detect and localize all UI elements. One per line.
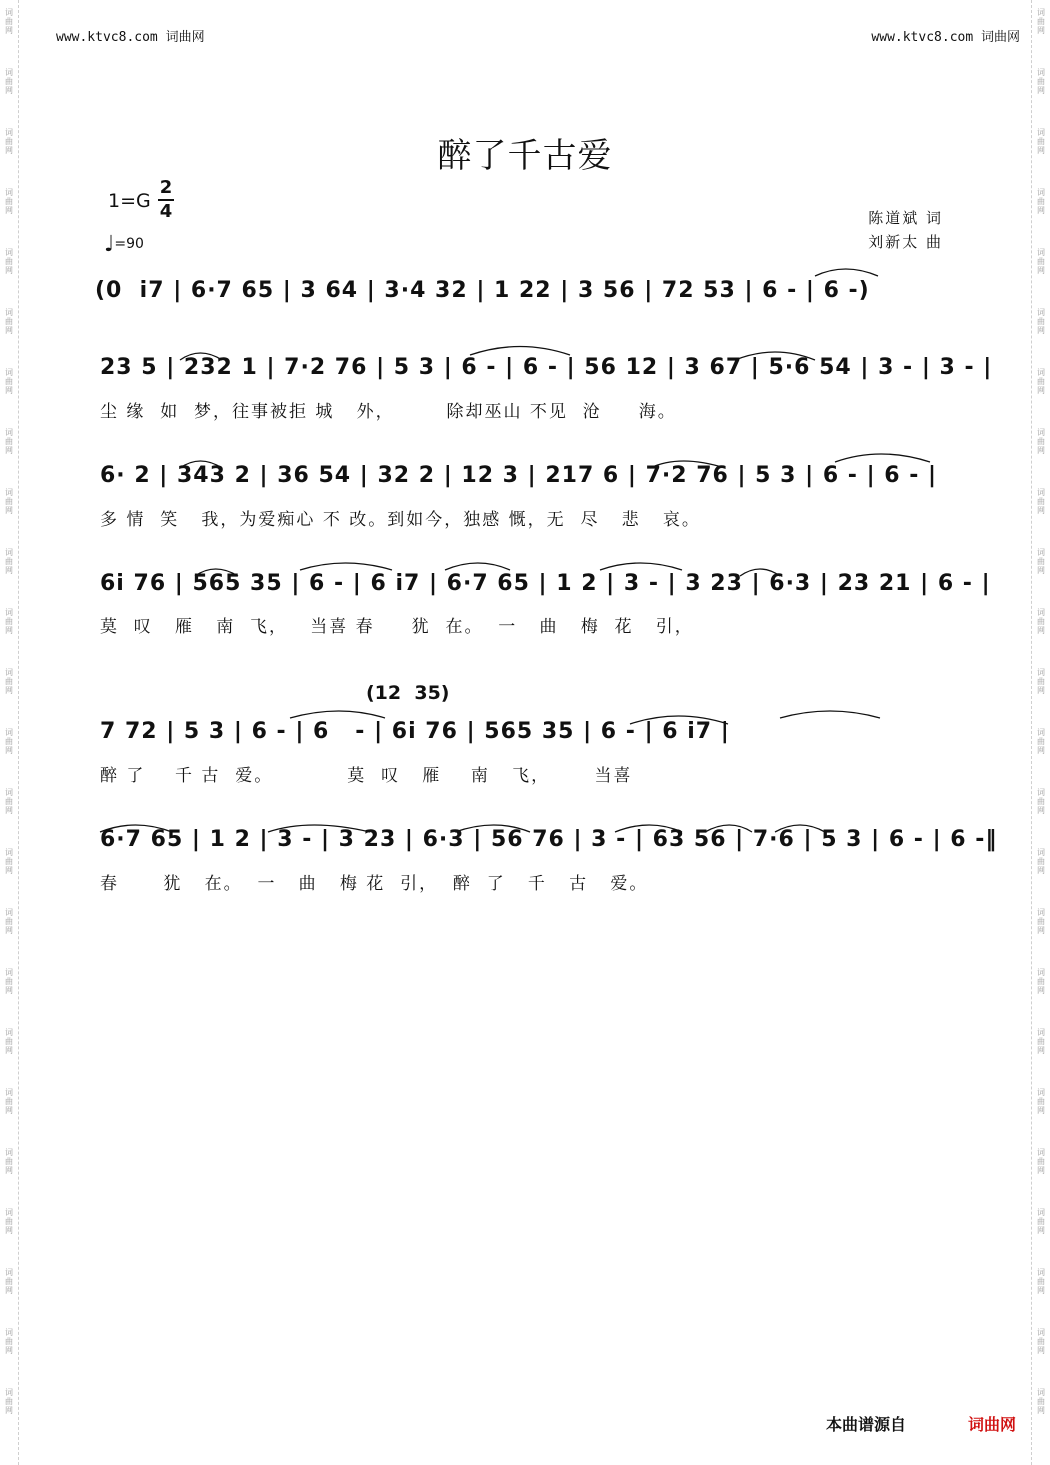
- watermark-char: 词: [1037, 1328, 1045, 1337]
- watermark-char: 曲: [5, 557, 13, 566]
- watermark-char: 词: [1037, 788, 1045, 797]
- watermark-char: 词: [1037, 428, 1045, 437]
- score-line-5: [0, 827, 1050, 894]
- watermark-char: 网: [5, 866, 13, 875]
- slur-l3d: [600, 563, 682, 570]
- watermark-char: 网: [1037, 626, 1045, 635]
- bracket-notes: (12 35): [366, 682, 450, 704]
- watermark-char: 网: [1037, 326, 1045, 335]
- source-brand[interactable]: 词曲网: [967, 1415, 1016, 1434]
- watermark-char: 词: [1037, 1088, 1045, 1097]
- watermark-char: 网: [5, 386, 13, 395]
- key-signature: 1=G: [108, 190, 151, 212]
- watermark-group: [0, 1200, 18, 1260]
- watermark-char: 网: [1037, 686, 1045, 695]
- slur-l3c: [445, 563, 510, 570]
- watermark-char: 网: [5, 1406, 13, 1415]
- watermark-char: 网: [5, 746, 13, 755]
- watermark-char: 网: [1037, 386, 1045, 395]
- watermark-char: 曲: [1037, 737, 1045, 746]
- watermark-char: 网: [5, 926, 13, 935]
- watermark-char: 词: [5, 428, 13, 437]
- watermark-char: 曲: [5, 1337, 13, 1346]
- watermark-char: 网: [5, 626, 13, 635]
- watermark-char: 词: [1037, 68, 1045, 77]
- watermark-char: 曲: [5, 437, 13, 446]
- watermark-char: 网: [1037, 1346, 1045, 1355]
- source-label: 本曲谱源自: [825, 1415, 906, 1434]
- watermark-char: 网: [1037, 1046, 1045, 1055]
- watermark-char: 网: [5, 206, 13, 215]
- lyrics-line-1: 尘 缘 如 梦，往事被拒 城 外， 除却巫山 不见 沧 海。: [100, 402, 677, 422]
- notes-line-3: 6i 76 | 565 35 | 6 - | 6 i7 | 6·7 65 | 1 2 | 3 - | 3 23 | 6·3 | 23 21 | 6 - |: [100, 571, 991, 596]
- watermark-char: 词: [5, 1208, 13, 1217]
- notes-line-2: 6· 2 | 343 2 | 36 54 | 32 2 | 12 3 | 217 6 | 7·2 76 | 5 3 | 6 - | 6 - |: [100, 463, 938, 488]
- header-site-right[interactable]: www.ktvc8.com 词曲网: [871, 30, 1020, 45]
- notes-line-4: 7 72 | 5 3 | 6 - | 6 - | 6i 76 | 565 35 | 6 - | 6 i7 |: [100, 719, 730, 744]
- watermark-char: 曲: [1037, 1337, 1045, 1346]
- watermark-char: 词: [1037, 968, 1045, 977]
- watermark-char: 网: [5, 506, 13, 515]
- watermark-char: 曲: [5, 137, 13, 146]
- watermark-group: [1032, 1020, 1050, 1080]
- watermark-char: 网: [1037, 566, 1045, 575]
- song-title: 醉了千古爱: [437, 136, 613, 176]
- slur-intro: [815, 269, 878, 276]
- watermark-char: 词: [1037, 188, 1045, 197]
- watermark-char: 曲: [5, 377, 13, 386]
- notes-line-5: 6·7 65 | 1 2 | 3 - | 3 23 | 6·3 | 56 76 | 3 - | 63 56 | 7·6 | 5 3 | 6 - | 6 -‖: [100, 827, 998, 852]
- time-signature: [158, 178, 174, 222]
- watermark-char: 网: [1037, 806, 1045, 815]
- watermark-char: 曲: [1037, 977, 1045, 986]
- watermark-char: 网: [1037, 86, 1045, 95]
- watermark-char: 词: [5, 848, 13, 857]
- watermark-group: [0, 960, 18, 1020]
- watermark-group: [1032, 1200, 1050, 1260]
- watermark-char: 曲: [5, 737, 13, 746]
- watermark-group: [0, 900, 18, 960]
- watermark-char: 曲: [5, 317, 13, 326]
- watermark-char: 词: [1037, 308, 1045, 317]
- watermark-char: 网: [5, 1106, 13, 1115]
- slur-l1b: [470, 347, 570, 356]
- lyrics-line-2: 多 情 笑 我，为爱痴心 不 改。到如今，独感 慨，无 尽 悲 哀。: [100, 510, 701, 530]
- watermark-group: [1032, 960, 1050, 1020]
- watermark-char: 曲: [1037, 1217, 1045, 1226]
- watermark-char: 词: [5, 728, 13, 737]
- watermark-group: [1032, 660, 1050, 720]
- watermark-group: [0, 1020, 18, 1080]
- watermark-char: 网: [5, 1286, 13, 1295]
- watermark-char: 网: [5, 446, 13, 455]
- watermark-char: 网: [1037, 866, 1045, 875]
- watermark-char: 曲: [1037, 617, 1045, 626]
- watermark-char: 词: [5, 188, 13, 197]
- watermark-char: 曲: [5, 617, 13, 626]
- watermark-char: 曲: [1037, 257, 1045, 266]
- watermark-char: 词: [1037, 1388, 1045, 1397]
- watermark-group: [1032, 60, 1050, 120]
- time-signature-bottom: 4: [159, 201, 173, 222]
- watermark-group: [1032, 1260, 1050, 1320]
- notes-line-1: 23 5 | 232 1 | 7·2 76 | 5 3 | 6 - | 6 - | 56 12 | 3 67 | 5·6 54 | 3 - | 3 - |: [100, 355, 993, 380]
- quarter-note-icon: ♩: [104, 232, 115, 257]
- intro-line: [0, 278, 1050, 318]
- watermark-char: 词: [5, 548, 13, 557]
- watermark-char: 词: [5, 128, 13, 137]
- slur-l3b: [300, 563, 392, 570]
- watermark-char: 词: [1037, 248, 1045, 257]
- credits: [868, 206, 943, 254]
- watermark-char: 网: [1037, 1166, 1045, 1175]
- watermark-char: 词: [5, 1388, 13, 1397]
- watermark-group: [0, 660, 18, 720]
- watermark-char: 曲: [5, 857, 13, 866]
- watermark-char: 词: [5, 668, 13, 677]
- header-site-left[interactable]: www.ktvc8.com 词曲网: [56, 30, 205, 45]
- watermark-char: 曲: [5, 1097, 13, 1106]
- watermark-char: 词: [5, 8, 13, 17]
- watermark-char: 曲: [5, 497, 13, 506]
- watermark-group: [1032, 900, 1050, 960]
- watermark-group: [0, 180, 18, 240]
- watermark-group: [0, 1380, 18, 1440]
- slur-l4a: [290, 711, 385, 718]
- watermark-char: 词: [5, 1028, 13, 1037]
- watermark-char: 词: [1037, 548, 1045, 557]
- watermark-group: [0, 1320, 18, 1380]
- watermark-char: 曲: [1037, 857, 1045, 866]
- watermark-char: 网: [5, 266, 13, 275]
- watermark-char: 词: [5, 908, 13, 917]
- watermark-char: 词: [5, 1268, 13, 1277]
- watermark-char: 词: [1037, 728, 1045, 737]
- watermark-char: 网: [5, 1226, 13, 1235]
- watermark-char: 网: [1037, 1286, 1045, 1295]
- watermark-char: 词: [1037, 128, 1045, 137]
- watermark-char: 词: [1037, 8, 1045, 17]
- watermark-char: 网: [1037, 986, 1045, 995]
- watermark-char: 曲: [5, 1217, 13, 1226]
- watermark-char: 曲: [1037, 497, 1045, 506]
- watermark-char: 曲: [1037, 1037, 1045, 1046]
- watermark-char: 网: [1037, 1226, 1045, 1235]
- watermark-group: [0, 60, 18, 120]
- watermark-char: 网: [1037, 266, 1045, 275]
- watermark-char: 曲: [1037, 1277, 1045, 1286]
- watermark-group: [0, 1260, 18, 1320]
- watermark-char: 词: [1037, 368, 1045, 377]
- composer-credit: 刘新太 曲: [868, 233, 943, 251]
- watermark-group: [1032, 1380, 1050, 1440]
- watermark-char: 网: [1037, 446, 1045, 455]
- watermark-char: 曲: [1037, 1097, 1045, 1106]
- watermark-char: 曲: [1037, 677, 1045, 686]
- watermark-char: 词: [1037, 488, 1045, 497]
- watermark-group: [1032, 0, 1050, 60]
- watermark-char: 曲: [1037, 437, 1045, 446]
- watermark-char: 曲: [5, 17, 13, 26]
- watermark-group: [1032, 1320, 1050, 1380]
- lyrics-line-5: 春 犹 在。 一 曲 梅 花 引， 醉 了 千 古 爱。: [100, 874, 649, 894]
- lyrics-line-4: 醉 了 千 古 爱。 莫 叹 雁 南 飞， 当喜: [100, 766, 633, 786]
- watermark-char: 曲: [1037, 77, 1045, 86]
- lyrics-line-3: 莫 叹 雁 南 飞， 当喜 春 犹 在。 一 曲 梅 花 引，: [100, 617, 694, 637]
- watermark-char: 曲: [5, 197, 13, 206]
- watermark-char: 词: [5, 788, 13, 797]
- watermark-group: [1032, 1080, 1050, 1140]
- watermark-char: 曲: [1037, 797, 1045, 806]
- watermark-char: 曲: [5, 1157, 13, 1166]
- watermark-char: 网: [5, 26, 13, 35]
- tempo-marking: [104, 232, 144, 257]
- watermark-char: 曲: [5, 77, 13, 86]
- watermark-char: 网: [5, 1346, 13, 1355]
- watermark-char: 曲: [5, 1037, 13, 1046]
- watermark-char: 网: [1037, 26, 1045, 35]
- watermark-char: 词: [1037, 1028, 1045, 1037]
- score-line-3: [0, 571, 1050, 637]
- watermark-char: 网: [5, 1166, 13, 1175]
- watermark-char: 词: [5, 368, 13, 377]
- watermark-char: 词: [5, 248, 13, 257]
- watermark-char: 曲: [1037, 1157, 1045, 1166]
- watermark-char: 词: [5, 608, 13, 617]
- watermark-char: 词: [5, 1088, 13, 1097]
- watermark-char: 曲: [5, 1277, 13, 1286]
- intro-notes: (0 i7 | 6·7 65 | 3 64 | 3·4 32 | 1 22 | 3 56 | 72 53 | 6 - | 6 -): [95, 278, 870, 303]
- watermark-char: 网: [5, 566, 13, 575]
- watermark-group: [0, 0, 18, 60]
- watermark-char: 网: [5, 326, 13, 335]
- watermark-char: 网: [1037, 746, 1045, 755]
- watermark-char: 曲: [1037, 377, 1045, 386]
- watermark-char: 曲: [5, 677, 13, 686]
- time-signature-top: 2: [159, 177, 173, 198]
- watermark-group: [1032, 180, 1050, 240]
- score-line-4: [0, 719, 1050, 786]
- watermark-char: 词: [5, 968, 13, 977]
- watermark-char: 曲: [1037, 137, 1045, 146]
- watermark-char: 词: [5, 488, 13, 497]
- watermark-char: 曲: [5, 257, 13, 266]
- watermark-char: 词: [5, 1148, 13, 1157]
- watermark-char: 网: [1037, 206, 1045, 215]
- watermark-char: 曲: [1037, 17, 1045, 26]
- watermark-char: 网: [5, 686, 13, 695]
- watermark-char: 曲: [1037, 197, 1045, 206]
- watermark-char: 网: [1037, 506, 1045, 515]
- tempo-value: =90: [114, 236, 144, 252]
- slur-l4c: [780, 711, 880, 718]
- lyricist-credit: 陈道斌 词: [868, 209, 943, 227]
- score-line-1: [0, 355, 1050, 422]
- score-line-2: [0, 463, 1050, 530]
- watermark-char: 网: [1037, 926, 1045, 935]
- watermark-group: [1032, 1140, 1050, 1200]
- watermark-char: 词: [5, 1328, 13, 1337]
- watermark-char: 词: [1037, 1268, 1045, 1277]
- slur-l2c: [835, 454, 930, 462]
- watermark-char: 网: [5, 1046, 13, 1055]
- watermark-char: 网: [1037, 146, 1045, 155]
- watermark-char: 词: [1037, 908, 1045, 917]
- watermark-char: 网: [5, 86, 13, 95]
- watermark-char: 曲: [1037, 557, 1045, 566]
- watermark-char: 曲: [5, 797, 13, 806]
- watermark-char: 网: [1037, 1406, 1045, 1415]
- watermark-group: [0, 1140, 18, 1200]
- watermark-char: 词: [1037, 1208, 1045, 1217]
- watermark-char: 网: [5, 986, 13, 995]
- watermark-char: 词: [1037, 608, 1045, 617]
- watermark-char: 词: [1037, 848, 1045, 857]
- watermark-char: 曲: [1037, 1397, 1045, 1406]
- watermark-group: [0, 1080, 18, 1140]
- watermark-char: 词: [1037, 1148, 1045, 1157]
- watermark-char: 网: [5, 146, 13, 155]
- watermark-char: 词: [5, 308, 13, 317]
- watermark-char: 曲: [5, 1397, 13, 1406]
- watermark-char: 网: [1037, 1106, 1045, 1115]
- watermark-char: 曲: [5, 917, 13, 926]
- watermark-char: 词: [5, 68, 13, 77]
- watermark-char: 曲: [1037, 317, 1045, 326]
- watermark-char: 词: [1037, 668, 1045, 677]
- watermark-char: 网: [5, 806, 13, 815]
- watermark-char: 曲: [5, 977, 13, 986]
- watermark-char: 曲: [1037, 917, 1045, 926]
